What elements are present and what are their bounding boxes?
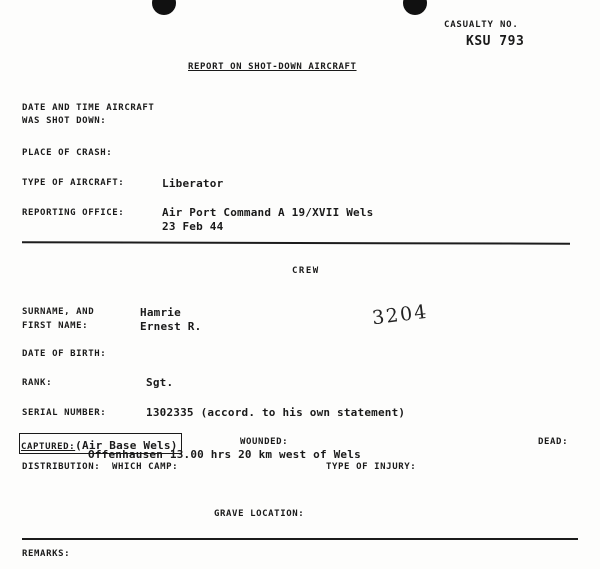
report-title: REPORT ON SHOT-DOWN AIRCRAFT <box>188 62 357 72</box>
captured-value: (Air Base Wels) <box>75 439 178 452</box>
remarks-label: REMARKS: <box>22 549 71 559</box>
type-of-aircraft-value: Liberator <box>162 177 224 190</box>
casualty-number-value: KSU 793 <box>466 34 525 49</box>
punch-hole-left <box>152 0 176 15</box>
serial-number-value: 1302335 (accord. to his own statement) <box>146 406 406 419</box>
place-of-crash-label: PLACE OF CRASH: <box>22 148 113 158</box>
serial-number-label: SERIAL NUMBER: <box>22 408 107 418</box>
reporting-office-value-line1: Air Port Command A 19/XVII Wels <box>162 206 374 219</box>
first-name-label: FIRST NAME: <box>22 321 89 331</box>
date-of-birth-label: DATE OF BIRTH: <box>22 349 107 359</box>
reporting-office-value-line2: 23 Feb 44 <box>162 220 224 233</box>
capture-detail: Offenhausen 13.00 hrs 20 km west of Wels <box>88 448 361 461</box>
grave-location-label: GRAVE LOCATION: <box>214 509 305 519</box>
divider-top <box>22 241 570 244</box>
wounded-label: WOUNDED: <box>240 437 289 447</box>
type-of-aircraft-label: TYPE OF AIRCRAFT: <box>22 178 125 188</box>
rank-value: Sgt. <box>146 376 174 389</box>
surname-label: SURNAME, AND <box>22 307 95 317</box>
date-time-label-line1: DATE AND TIME AIRCRAFT <box>22 103 155 113</box>
crew-heading: CREW <box>292 266 320 276</box>
casualty-number-label: CASUALTY NO. <box>444 20 519 30</box>
reporting-office-label: REPORTING OFFICE: <box>22 208 125 218</box>
rank-label: RANK: <box>22 378 53 388</box>
punch-hole-right <box>403 0 427 15</box>
distribution-label: DISTRIBUTION: <box>22 462 101 472</box>
first-name-value: Ernest R. <box>140 320 202 333</box>
dead-label: DEAD: <box>538 437 569 447</box>
which-camp-label: WHICH CAMP: <box>112 462 179 472</box>
surname-value: Hamrie <box>140 306 181 319</box>
captured-label: CAPTURED: <box>21 442 76 452</box>
handwritten-number: 3204 <box>370 300 430 330</box>
type-of-injury-label: TYPE OF INJURY: <box>326 462 417 472</box>
date-time-label-line2: WAS SHOT DOWN: <box>22 116 107 126</box>
divider-bottom <box>22 538 578 540</box>
